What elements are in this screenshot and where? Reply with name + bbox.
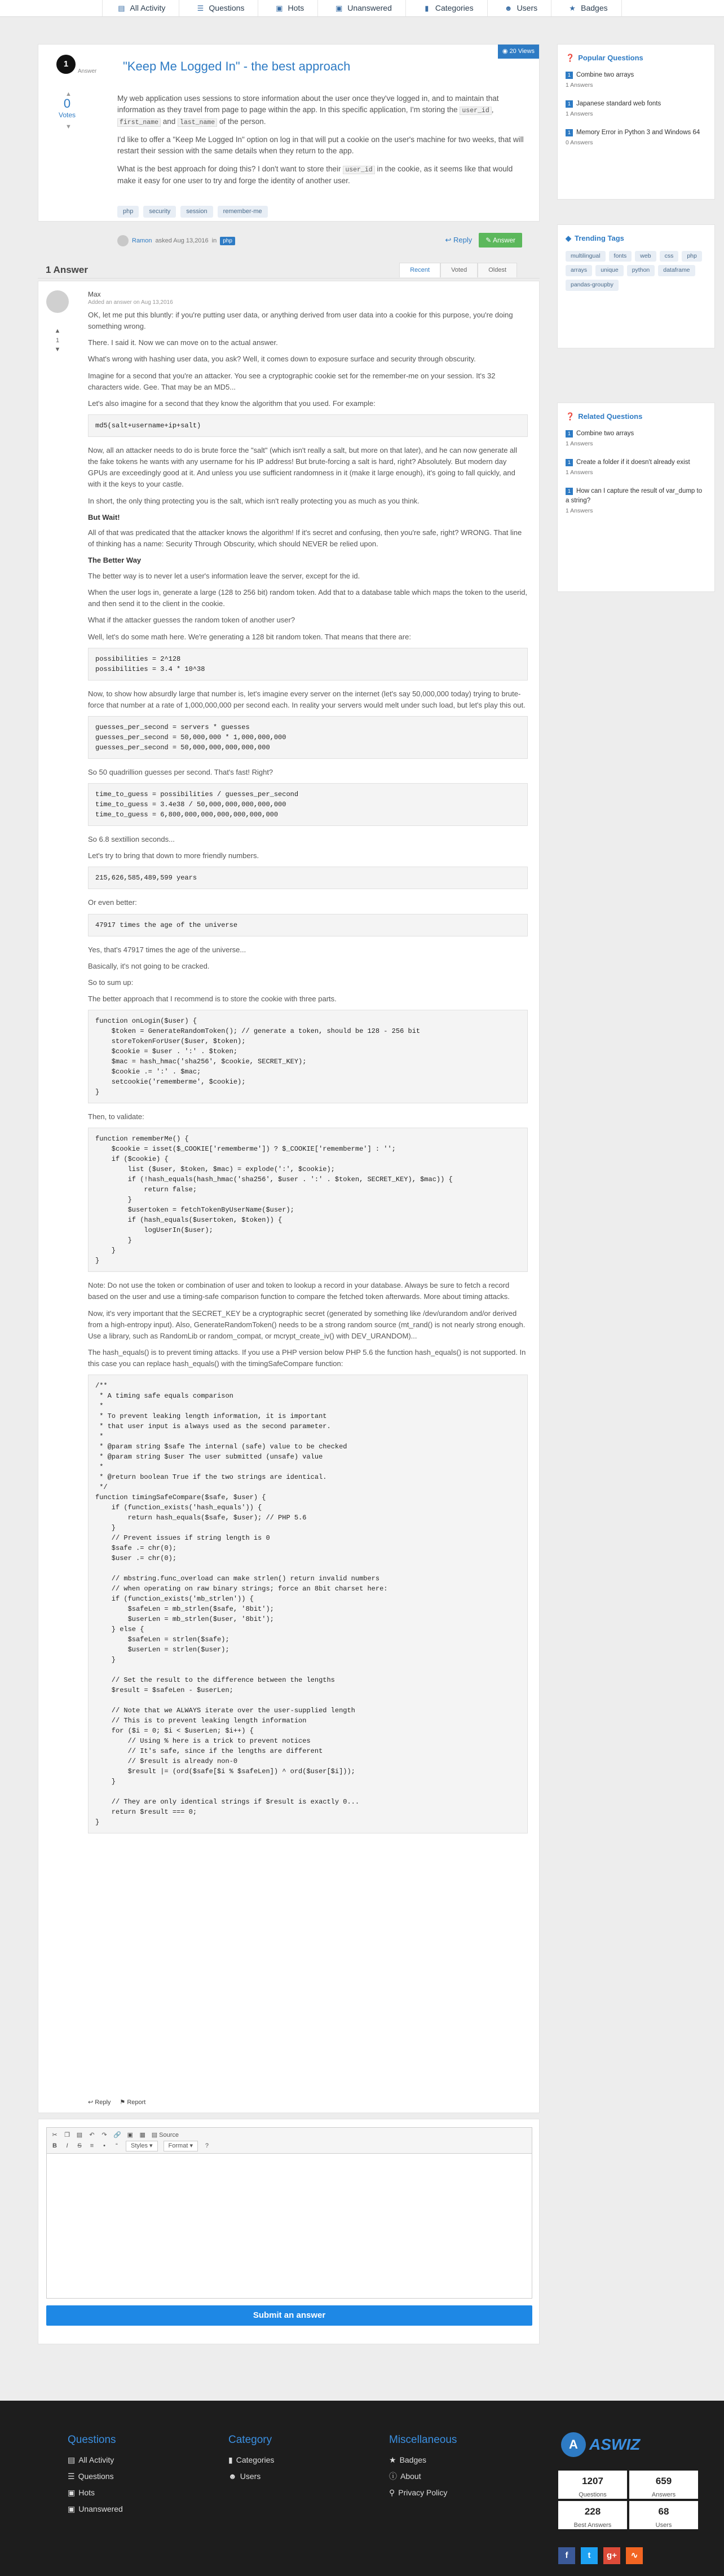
tag[interactable]: php (682, 251, 702, 262)
code-block: guesses_per_second = servers * guesses guesses_per_second = 50,000,000 * 1,000,000,000 guesses_per_second = 50,000,000,000,000,000 (88, 716, 528, 759)
category-badge[interactable]: php (220, 237, 235, 245)
nav-users[interactable]: ☻ Users (490, 0, 552, 16)
answers-header (38, 258, 540, 279)
copy-icon[interactable]: ❐ (64, 2132, 70, 2139)
report-button[interactable]: ⚑ Report (120, 2099, 146, 2106)
editor-toolbar (47, 2128, 532, 2154)
source-button[interactable]: ▤ Source (151, 2132, 179, 2139)
link-icon[interactable]: 🔗 (113, 2132, 121, 2139)
lock-icon: ⚲ (389, 2487, 395, 2497)
footer-misc: Miscellaneous ★ Badges ⓘ About ⚲ Privacy Policy (389, 2432, 457, 2503)
answer-count-label: Answer (78, 68, 97, 74)
list-icon: ☰ (68, 2471, 75, 2481)
answer-count: 1 (56, 55, 76, 74)
list-item[interactable]: 1 Memory Error in Python 3 and Windows 64 0 Answers (566, 129, 700, 146)
question-card (38, 44, 540, 245)
numbered-list-icon[interactable]: ≡ (90, 2142, 94, 2150)
folder-icon: ▮ (228, 2455, 233, 2464)
tag[interactable]: pandas-groupby (566, 280, 619, 291)
avatar[interactable] (117, 235, 129, 246)
cut-icon[interactable]: ✂ (52, 2132, 58, 2139)
footer-link[interactable]: ⚲ Privacy Policy (389, 2487, 457, 2499)
undo-icon[interactable]: ↶ (89, 2132, 95, 2139)
bullet-list-icon[interactable]: • (103, 2142, 105, 2150)
chart-icon: ▤ (68, 2455, 76, 2464)
footer-category: Category ▮ Categories ☻ Users (228, 2432, 274, 2487)
logo-icon: A (561, 2432, 586, 2457)
list-item[interactable]: 1 Japanese standard web fonts 1 Answers (566, 100, 661, 117)
footer-questions: Questions ▤ All Activity ☰ Questions ▣ Hots ▣ Unanswered (68, 2432, 123, 2520)
related-questions-widget: ❓ Related Questions 1 Combine two arrays 1 Answers 1 Create a folder if it doesn't already exist 1 Answers 1 How can I capture the result of var_dump to a string? 1 Answers (557, 403, 715, 592)
vote-count: 0 Votes (59, 96, 76, 119)
table-icon[interactable]: ▦ (139, 2132, 145, 2139)
code-block: time_to_guess = possibilities / guesses_per_second time_to_guess = 3.4e38 / 50,000,000,000,000,000 time_to_guess = 6,800,000,000,000,000,000,000 (88, 783, 528, 826)
tag[interactable]: session (180, 206, 213, 218)
reply-icon: ↩ (445, 236, 453, 245)
list-item[interactable]: 1 Combine two arrays 1 Answers (566, 430, 634, 447)
tag[interactable]: python (627, 265, 655, 276)
question-icon: ❓ (566, 54, 575, 62)
italic-icon[interactable]: I (66, 2142, 68, 2150)
twitter-icon[interactable]: t (581, 2547, 598, 2564)
code-block: /** * A timing safe equals comparison * * To prevent leaking length information, it is important * that user input is always used as the second parameter. * * @param string $safe The internal (safe) value to be checked * @param string $user The user submitted (unsafe) value * * @return boolean True if the two strings are identical. */ function timingSafeCompare($safe, $user) { if (function_exists('hash_equals')) { return hash_equals($safe, $user); // PHP 5.6 } // Prevent issues if string length is 0 $safe .= chr(0); $user .= chr(0); // mbstring.func_overload can make strlen() return invalid numbers // when operating on raw binary strings; force an 8bit charset here: if (function_exists('mb_strlen')) { $safeLen = mb_strlen($safe, '8bit'); $userLen = mb_strlen($user, '8bit'); } else { $safeLen = strlen($safe); $userLen = strlen($user); } // Set the result to the difference between the lengths $result = $safeLen - $userLen; // Note that we ALWAYS iterate over the user-supplied length // This is to prevent leaking length information for ($i = 0; $i < $userLen; $i++) { // Using % here is a trick to prevent notices // It's safe, since if the lengths are different // $result is already non-0 $result |= (ord($safe[$i % $safeLen]) ^ ord($user[$i])); } // They are only identical strings if $result is exactly 0... return $result === 0; } (88, 1375, 528, 1833)
answer-vote: ▲ 1 ▼ (54, 328, 61, 353)
reply-button[interactable]: ↩ Reply (445, 236, 473, 245)
answer-date: Added an answer on Aug 13,2016 (88, 299, 173, 306)
strike-icon[interactable]: S (77, 2142, 82, 2150)
footer-link[interactable]: ▤ All Activity (68, 2454, 123, 2466)
tag[interactable]: dataframe (658, 265, 695, 276)
chart-icon: ▤ (118, 3, 125, 12)
tag[interactable]: php (117, 206, 139, 218)
help-icon[interactable]: ? (205, 2142, 209, 2150)
pencil-icon: ✎ (485, 236, 493, 244)
badge-icon: ★ (389, 2455, 396, 2464)
nav-questions[interactable]: ☰ Questions (182, 0, 258, 16)
question-tags (117, 206, 268, 218)
bold-icon[interactable]: B (52, 2142, 57, 2150)
tag[interactable]: web (635, 251, 656, 262)
avatar[interactable] (46, 290, 69, 313)
code-block: 215,626,585,489,599 years (88, 867, 528, 889)
footer-link[interactable]: ▣ Unanswered (68, 2503, 123, 2515)
paste-icon[interactable]: ▤ (76, 2132, 83, 2139)
list-item[interactable]: 1 Create a folder if it doesn't already exist 1 Answers (566, 458, 690, 476)
social-links (558, 2547, 643, 2564)
footer-link[interactable]: ☻ Users (228, 2471, 274, 2482)
answer-card (38, 281, 540, 2113)
downvote-icon[interactable]: ▼ (54, 346, 61, 353)
users-icon: ☻ (228, 2471, 237, 2481)
nav-hots[interactable]: ▣ Hots (261, 0, 318, 16)
answer-actions (88, 2098, 145, 2107)
code-block: md5(salt+username+ip+salt) (88, 414, 528, 437)
stat-questions: 1207 Questions (558, 2471, 627, 2499)
tab-oldest[interactable]: Oldest (478, 263, 517, 277)
question-meta: Ramon asked Aug 13,2016 in php (117, 235, 235, 246)
tab-recent[interactable]: Recent (399, 263, 440, 277)
image-icon: ▣ (68, 2504, 76, 2513)
redo-icon[interactable]: ↷ (101, 2132, 107, 2139)
quote-icon[interactable]: “ (116, 2142, 118, 2150)
stat-best-answers: 228 Best Answers (558, 2501, 627, 2529)
tag-icon: ◆ (566, 234, 571, 242)
answer-editor (38, 2119, 540, 2344)
nav-badges[interactable]: ★ Badges (554, 0, 621, 16)
tag[interactable]: fonts (609, 251, 632, 262)
google-plus-icon[interactable]: g+ (603, 2547, 620, 2564)
downvote-icon[interactable]: ▼ (65, 123, 72, 130)
footer-link[interactable]: ★ Badges (389, 2454, 457, 2466)
tag[interactable]: multilingual (566, 251, 606, 262)
views-badge: ◉ 20 Views (498, 45, 539, 59)
footer-link[interactable]: ⓘ About (389, 2471, 457, 2482)
styles-dropdown[interactable]: Styles ▾ (126, 2141, 158, 2151)
list-icon: ☰ (197, 3, 204, 12)
submit-answer-button[interactable]: Submit an answer (46, 2305, 532, 2326)
question-title[interactable]: "Keep Me Logged In" - the best approach (123, 59, 351, 73)
image-icon: ▣ (335, 3, 343, 12)
trending-tags-widget: ◆ Trending Tags multilingual fonts web css php arrays unique python dataframe pandas-groupby (557, 224, 715, 348)
rich-text-editor[interactable] (46, 2127, 532, 2299)
reply-button[interactable]: ↩ Reply (88, 2099, 111, 2106)
image-icon[interactable]: ▣ (127, 2132, 133, 2139)
tag[interactable]: security (143, 206, 176, 218)
code-block: function rememberMe() { $cookie = isset($_COOKIE['rememberme']) ? $_COOKIE['rememberme'] : ''; if ($cookie) { list ($user, $token, $mac) = explode(':', $cookie); if (!hash_equals(hash_hmac('sha256', $user . ':' . $token, SECRET_KEY), $mac)) { return false; } $usertoken = fetchTokenByUserName($user); if (hash_equals($usertoken, $token)) { logUserIn($user); } } } (88, 1128, 528, 1272)
upvote-icon[interactable]: ▲ (54, 328, 61, 334)
footer-link[interactable]: ▮ Categories (228, 2454, 274, 2466)
nav-categories[interactable]: ▮ Categories (408, 0, 488, 16)
site-stats (558, 2471, 698, 2529)
footer (0, 2401, 724, 2576)
nav-all-activity[interactable]: ▤ All Activity (102, 0, 179, 16)
folder-icon: ▮ (425, 3, 429, 12)
code-block: 47917 times the age of the universe (88, 914, 528, 936)
author-name[interactable]: Ramon (132, 237, 152, 244)
users-icon: ☻ (504, 3, 513, 12)
badge-icon: ★ (569, 3, 576, 12)
answers-title: 1 Answer (46, 264, 88, 275)
answer-author[interactable]: Max (88, 290, 101, 298)
footer-link[interactable]: ▣ Hots (68, 2487, 123, 2499)
question-icon: ❓ (566, 412, 575, 421)
question-body: My web application uses sessions to store information about the user once they've logged in, and to maintain that information as they travel from page to page within the app. In this specific application, I'm storing the user_id , first_name and last_name of the person. I'd like to offer a "Keep Me Logged In" option on log in that will put a cookie on the user's machine for two weeks, that will restart their session with the same details when they return to the app. What is the best approach for doing this? I don't want to store their user_id in the cookie, as it seems like that would make it easy for one user to try and forge the identity of another user. (117, 94, 524, 185)
tag[interactable]: remember-me (218, 206, 268, 218)
top-navigation (0, 0, 724, 17)
tab-voted[interactable]: Voted (440, 263, 478, 277)
info-icon: ⓘ (389, 2471, 397, 2481)
rss-icon[interactable]: ∿ (626, 2547, 643, 2564)
sort-tabs (399, 263, 517, 277)
upvote-icon[interactable]: ▲ (65, 91, 72, 98)
reply-icon: ↩ (88, 2099, 95, 2106)
list-item[interactable]: 1 How can I capture the result of var_dump to a string? 1 Answers (566, 487, 703, 514)
list-item[interactable]: 1 Combine two arrays 1 Answers (566, 71, 634, 89)
tag[interactable]: arrays (566, 265, 592, 276)
flag-icon: ⚑ (120, 2099, 127, 2106)
format-dropdown[interactable]: Format ▾ (164, 2141, 198, 2151)
site-logo[interactable]: A ASWIZ (561, 2432, 640, 2457)
tag[interactable]: css (660, 251, 679, 262)
eye-icon: ◉ (502, 48, 510, 55)
code-block: function onLogin($user) { $token = GenerateRandomToken(); // generate a token, should be 128 - 256 bit storeTokenForUser($user, $token); $cookie = $user . ':' . $token; $mac = hash_hmac('sha256', $cookie, SECRET_KEY); $cookie .= ':' . $mac; setcookie('rememberme', $cookie); } (88, 1010, 528, 1103)
nav-unanswered[interactable]: ▣ Unanswered (320, 0, 406, 16)
code-block: possibilities = 2^128 possibilities = 3.4 * 10^38 (88, 648, 528, 681)
question-actions (445, 233, 522, 248)
tag[interactable]: unique (595, 265, 624, 276)
stat-users: 68 Users (629, 2501, 698, 2529)
popular-questions-widget: ❓ Popular Questions 1 Combine two arrays 1 Answers 1 Japanese standard web fonts 1 Answers 1 Memory Error in Python 3 and Windows 64 0 Answers (557, 44, 715, 200)
image-icon: ▣ (68, 2487, 76, 2497)
answer-body: OK, let me put this bluntly: if you're putting user data, or anything derived from user data into a cookie for this purpose, you're doing something wrong. There. I said it. Now we can move on to the actual answer. What's wrong with hashing user data, you ask? Well, it comes down to exposure surface and security through obscurity. Imagine for a second that you're an attacker. You see a cryptographic cookie set for the remember-me on your session. It's 32 characters wide. Gee. That may be an MD5... Let's also imagine for a second that they know the algorithm that you used. For example: md5(salt+username+ip+salt) Now, all an attacker needs to do is brute force the "salt" (which isn't really a salt, but more on that later), and he can now generate all the fake tokens he wants with any username for his IP address! But brute-forcing a salt is hard, right? Absolutely. But modern day GPUs are exceedingly good at it. And unless you use sufficient randomness in it (make it large enough), it's going to fall quickly, and with it the keys to your castle. In short, the only thing protecting you is the salt, which isn't really protecting you as much as you think. But Wait! All of that was predicated that the attacker knows the algorithm! If it's secret and confusing, then you're safe, right? WRONG. That line of thinking has a name: Security Through Obscurity, which should NEVER be relied upon. The Better Way The better way is to never let a user's information leave the server, except for the id. When the user logs in, generate a large (128 to 256 bit) random token. Add that to a database table which maps the token to the userid, and then send it to the client in the cookie. What if the attacker guesses the random token of another user? Well, let's do some math here. We're generating a 128 bit random token. That means that there are: possibilities = 2^128 possibilities = 3.4 * 10^38 Now, to show how absurdly large that number is, let's imagine every server on the internet (let's say 50,000,000 today) trying to brute-force that number at a rate of 1,000,000,000 per second each. In reality your servers would melt under such load, but let's play this out. guesses_per_second = servers * guesses guesses_per_second = 50,000,000 * 1,000,000,000 guesses_per_second = 50,000,000,000,000,000 So 50 quadrillion guesses per second. That's fast! Right? time_to_guess = possibilities / guesses_per_second time_to_guess = 3.4e38 / 50,000,000,000,000,000 time_to_guess = 6,800,000,000,000,000,000,000 So 6.8 sextillion seconds... Let's try to bring that down to more friendly numbers. 215,626,585,489,599 years Or even better: 47917 times the age of the universe Yes, that's 47917 times the age of the universe... Basically, it's not going to be cracked. So to sum up: The better approach that I recommend is to store the cookie with three parts. function onLogin($user) { $token = GenerateRandomToken(); // generate a token, should be 128 - 256 bit storeTokenForUser($user, $token); $cookie = $user . ':' . $token; $mac = hash_hmac('sha256', $cookie, SECRET_KEY); $cookie .= ':' . $mac; setcookie('rememberme', $cookie); } Then, to validate: function rememberMe() { $cookie = isset($_COOKIE['rememberme']) ? $_COOKIE['rememberme'] : ''; if ($cookie) { list ($user, $token, $mac) = explode(':', $cookie); if (!hash_equals(hash_hmac('sha256', $user . ':' . $token, SECRET_KEY), $mac)) { return false; } $usertoken = fetchTokenByUserName($user); if (hash_equals($usertoken, $token)) { logUserIn($user); } } } Note: Do not use the token or combination of user and token to lookup a record in your database. Always be sure to fetch a record based on the user and use a timing-safe comparison function to compare the fetched token afterwards. More about timing attacks. Now, it's very important that the SECRET_KEY be a cryptographic secret (generated by something like /dev/urandom and/or derived from a high-entropy input). Also, GenerateRandomToken() needs to be a strong random source (mt_rand() is not nearly strong enough. Use a library, such as RandomLib or random_compat, or mcrypt_create_iv() with DEV_URANDOM)... The hash_equals() is to prevent timing attacks. If you use a PHP version below PHP 5.6 the function hash_equals() is not supported. In this case you can replace hash_equals() with the timingSafeCompare function: /** * A timing safe equals comparison * * To prevent leaking length information, it is important * that user input is always used as the second parameter. * * @param string $safe The internal (safe) value to be checked * @param string $user The user submitted (unsafe) value * * @return boolean True if the two strings are identical. */ function timingSafeCompare($safe, $user) { if (function_exists('hash_equals')) { return hash_equals($safe, $user); // PHP 5.6 } // Prevent issues if string length is 0 $safe .= chr(0); $user .= chr(0); // mbstring.func_overload can make strlen() return invalid numbers // when operating on raw binary strings; force an 8bit charset here: if (function_exists('mb_strlen')) { $safeLen = mb_strlen($safe, '8bit'); $userLen = mb_strlen($user, '8bit'); } else { $safeLen = strlen($safe); $userLen = strlen($user); } // Set the result to the difference between the lengths $result = $safeLen - $userLen; // Note that we ALWAYS iterate over the user-supplied length // This is to prevent leaking length information for ($i = 0; $i < $userLen; $i++) { // Using % here is a trick to prevent notices // It's safe, since if the lengths are different // $result is already non-0 $result |= (ord($safe[$i % $safeLen]) ^ ord($user[$i])); } // They are only identical strings if $result is exactly 0... return $result === 0; } (88, 310, 528, 1841)
facebook-icon[interactable]: f (558, 2547, 575, 2564)
answer-button[interactable]: ✎ Answer (479, 233, 522, 248)
image-icon: ▣ (276, 3, 283, 12)
footer-link[interactable]: ☰ Questions (68, 2471, 123, 2482)
stat-answers: 659 Answers (629, 2471, 698, 2499)
